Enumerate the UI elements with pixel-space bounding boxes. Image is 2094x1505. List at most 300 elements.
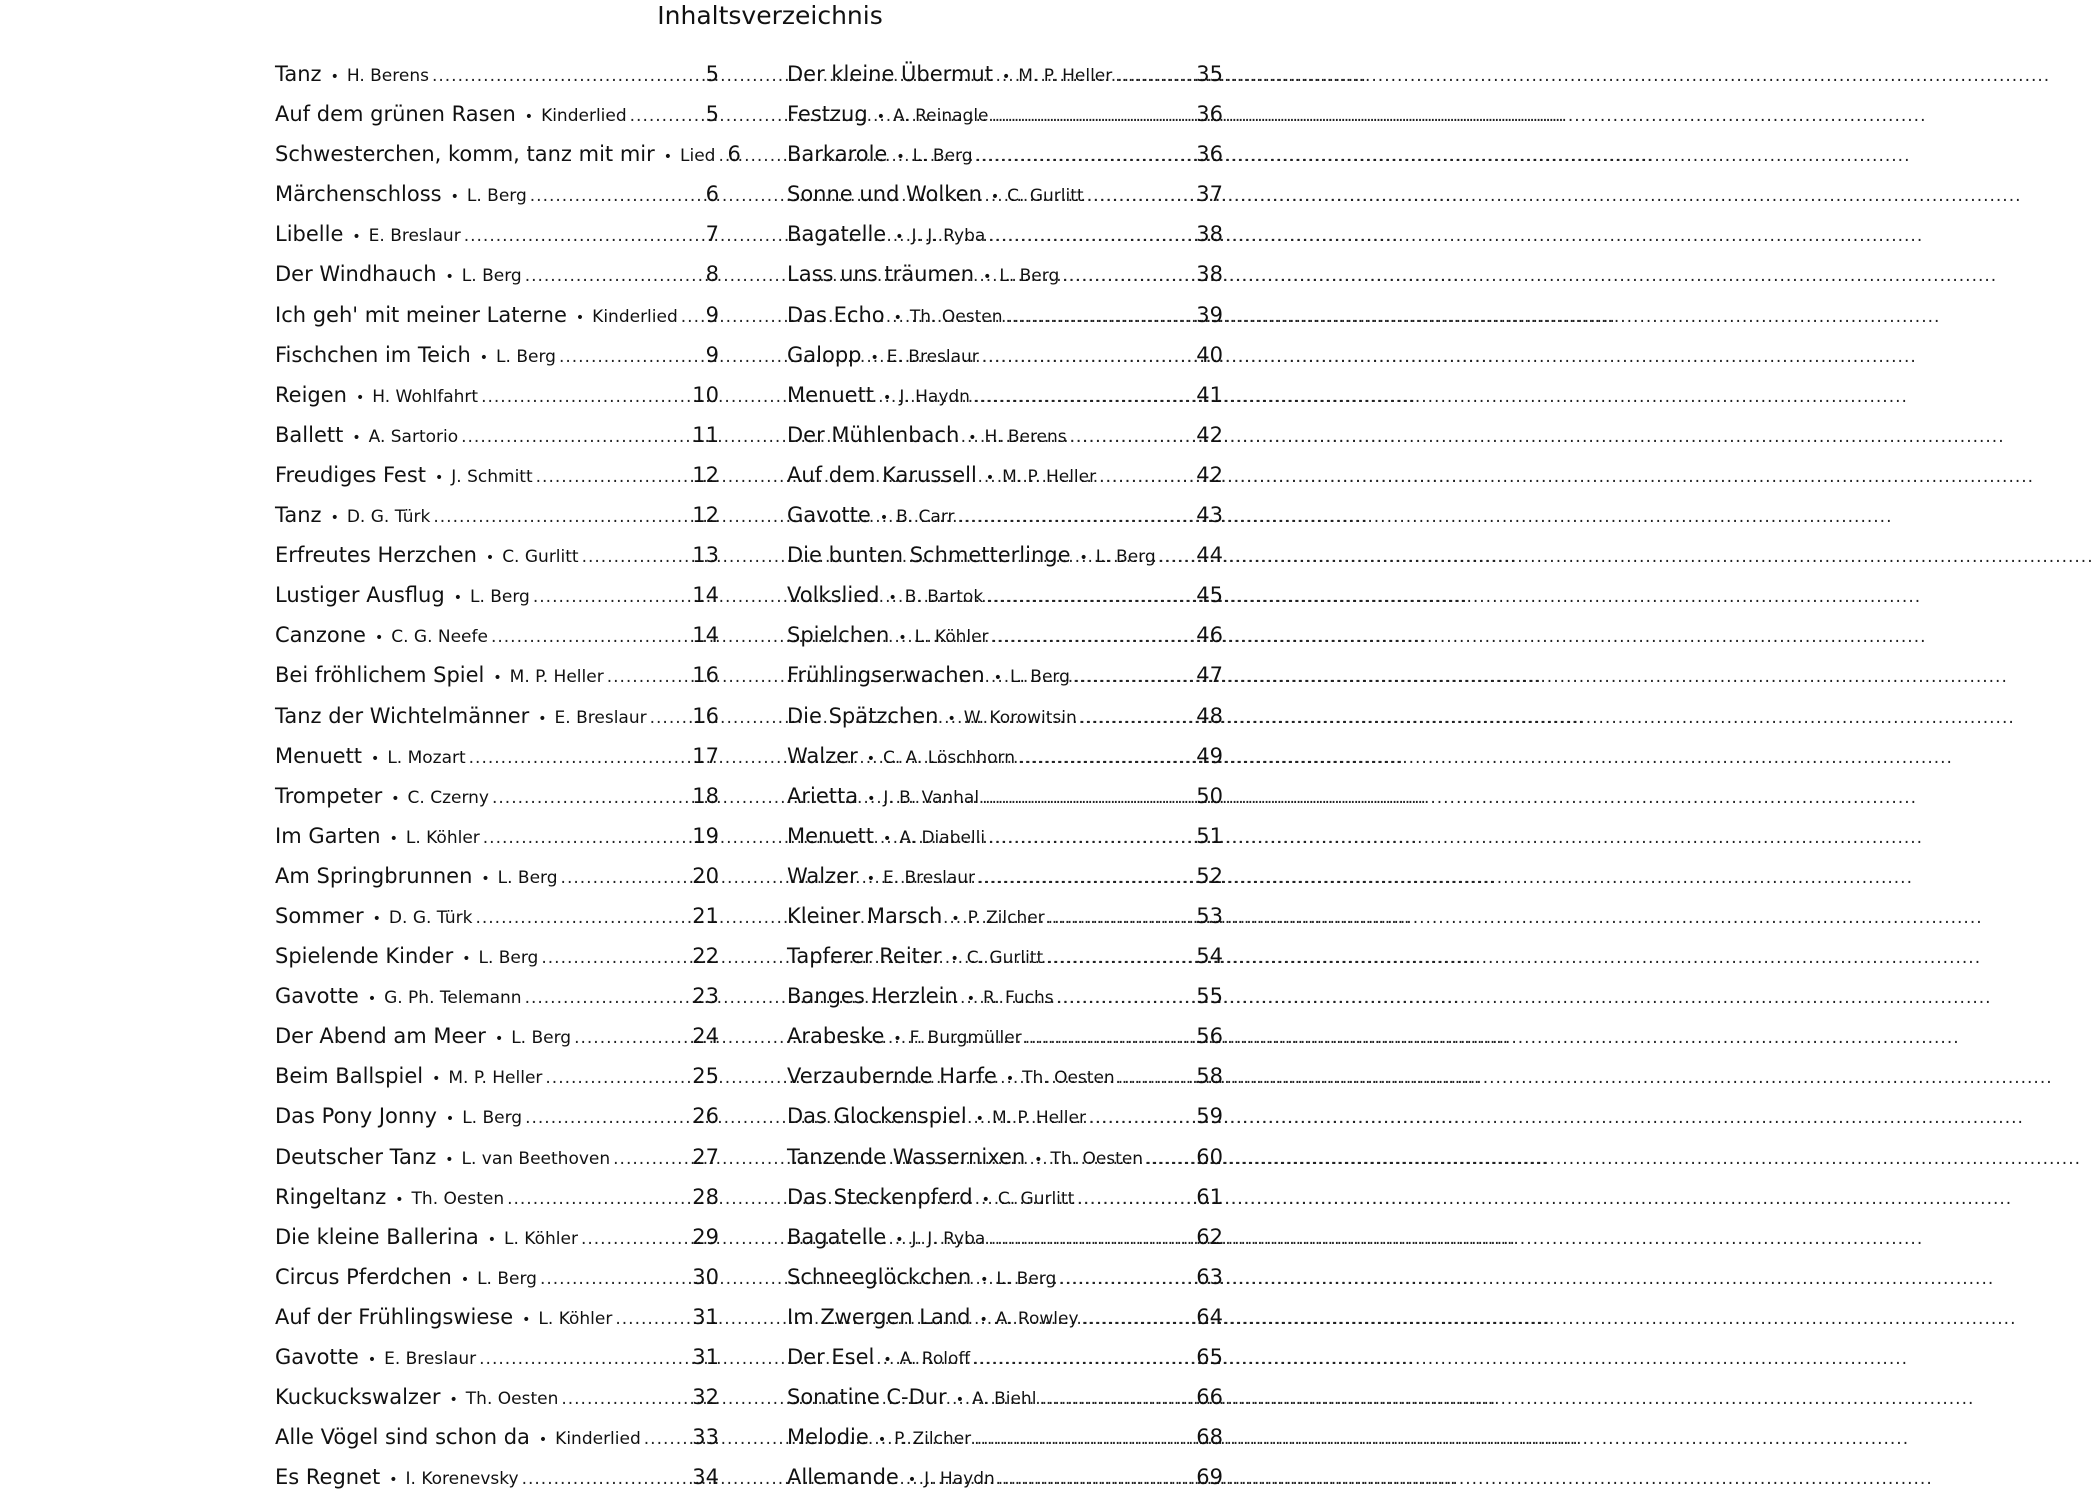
toc-entry-composer: D. G. Türk xyxy=(388,907,473,928)
toc-entry-title: Der Esel xyxy=(787,1345,875,1369)
toc-entry-page-number: 14 xyxy=(692,623,719,648)
toc-entry xyxy=(787,1465,1223,1505)
toc-entry-page-number: 49 xyxy=(1196,743,1223,768)
toc-entry xyxy=(787,262,1223,302)
bullet-separator-icon: • xyxy=(966,991,975,1008)
toc-entry-page-number: 25 xyxy=(692,1064,719,1089)
toc-entry-page-number: 59 xyxy=(1196,1104,1223,1129)
toc-entry-composer: W. Korowitsin xyxy=(963,707,1077,728)
toc-entry-title: Der Windhauch xyxy=(275,262,437,287)
toc-entry-title: Tanz xyxy=(275,62,322,86)
dot-leader xyxy=(1073,667,1193,687)
toc-entry-composer: C. A. Löschhorn xyxy=(882,747,1015,768)
bullet-separator-icon: • xyxy=(877,1432,887,1449)
toc-entry-page-number: 64 xyxy=(1196,1304,1223,1329)
bullet-separator-icon: • xyxy=(955,1392,964,1409)
toc-entry-title: Das Glockenspiel xyxy=(787,1104,967,1129)
toc-entry-composer: Kinderlied xyxy=(555,1429,641,1450)
toc-entry xyxy=(275,784,719,824)
toc-entry-title: Walzer xyxy=(787,863,858,888)
dot-leader xyxy=(479,1349,689,1369)
toc-entry-title: Bagatelle xyxy=(787,1224,887,1249)
bullet-separator-icon: • xyxy=(395,1191,404,1208)
toc-entry xyxy=(787,503,1223,543)
bullet-separator-icon: • xyxy=(1079,550,1088,567)
dot-leader xyxy=(986,587,1193,607)
toc-entry-page-number: 37 xyxy=(1196,182,1223,207)
dot-leader xyxy=(998,1469,1194,1489)
dot-leader xyxy=(1082,1309,1194,1329)
toc-entry-composer: J. Haydn xyxy=(924,1469,995,1490)
toc-entry-page-number: 40 xyxy=(1196,342,1223,367)
toc-entry-title: Tanz der Wichtelmänner xyxy=(275,703,530,728)
bullet-separator-icon: • xyxy=(445,269,454,286)
toc-entry xyxy=(787,864,1223,904)
toc-entry-title: Die kleine Ballerina xyxy=(275,1224,479,1249)
toc-entry xyxy=(787,984,1223,1024)
toc-entry-page-number: 42 xyxy=(1196,422,1223,447)
toc-entry xyxy=(275,142,741,182)
toc-entry-title: Barkarole xyxy=(787,142,888,167)
toc-entry-title: Arietta xyxy=(787,783,859,808)
toc-entry xyxy=(787,824,1223,864)
toc-entry-composer: B. Carr xyxy=(896,507,955,528)
toc-entry-composer: L. Berg xyxy=(477,1268,537,1289)
toc-entry xyxy=(275,944,719,984)
toc-entry-title: Märchenschloss xyxy=(275,182,442,207)
toc-entry-title: Verzaubernde Harfe xyxy=(787,1064,997,1089)
bullet-separator-icon: • xyxy=(951,910,960,927)
toc-entry-title: Ballett xyxy=(275,422,344,447)
toc-entry-page-number: 13 xyxy=(692,543,719,568)
toc-entry-title: Walzer xyxy=(787,743,858,768)
toc-entry-page-number: 27 xyxy=(692,1144,719,1169)
dot-leader xyxy=(1057,988,1194,1008)
toc-entry xyxy=(787,1225,1223,1265)
toc-entry-title: Auf dem grünen Rasen xyxy=(275,102,516,127)
toc-entry-title: Tanz xyxy=(275,503,322,528)
toc-entry-composer: H. Wohlfahrt xyxy=(372,386,479,407)
toc-entry-composer: Th. Oesten xyxy=(1022,1068,1115,1089)
toc-entry-title: Beim Ballspiel xyxy=(275,1064,424,1089)
bullet-separator-icon: • xyxy=(947,710,956,727)
toc-entry-composer: Kinderlied xyxy=(541,106,627,127)
toc-entry-page-number: 69 xyxy=(1196,1465,1223,1490)
toc-entry-composer: J. Haydn xyxy=(899,386,970,407)
dot-leader xyxy=(615,1309,689,1329)
toc-entry-page-number: 30 xyxy=(692,1264,719,1289)
toc-entry xyxy=(787,543,1223,583)
toc-entry-composer: C. G. Neefe xyxy=(391,627,488,648)
toc-entry-page-number: 34 xyxy=(692,1465,719,1490)
toc-entry xyxy=(787,784,1223,824)
toc-entry-composer: M. P. Heller xyxy=(509,667,604,688)
toc-entry-page-number: 66 xyxy=(1196,1385,1223,1410)
bullet-separator-icon: • xyxy=(1034,1151,1043,1168)
toc-entry-composer: E. Breslaur xyxy=(882,867,976,888)
bullet-separator-icon: • xyxy=(870,349,879,366)
toc-entry xyxy=(787,1024,1223,1064)
toc-entry-page-number: 16 xyxy=(692,663,719,688)
toc-entry-title: Volkslied xyxy=(787,583,880,608)
bullet-separator-icon: • xyxy=(895,1231,904,1248)
toc-entry-title: Die Spätzchen xyxy=(787,703,939,728)
toc-entry-composer: C. Gurlitt xyxy=(502,547,579,568)
dot-leader xyxy=(581,1229,689,1249)
bullet-separator-icon: • xyxy=(493,670,502,687)
toc-entry-page-number: 41 xyxy=(1196,382,1223,407)
dot-leader xyxy=(525,1108,689,1128)
dot-leader xyxy=(522,1469,690,1489)
toc-entry-title: Erfreutes Herzchen xyxy=(275,543,477,568)
toc-entry-page-number: 51 xyxy=(1196,823,1223,848)
toc-entry-title: Menuett xyxy=(275,743,363,768)
bullet-separator-icon: • xyxy=(980,1271,989,1288)
toc-entry-composer: M. P. Heller xyxy=(448,1068,543,1089)
toc-entry-composer: L. Berg xyxy=(996,1268,1057,1289)
bullet-separator-icon: • xyxy=(879,510,889,527)
dot-leader xyxy=(1118,1068,1194,1088)
dot-leader xyxy=(433,507,689,527)
toc-entry-title: Menuett xyxy=(787,823,875,848)
dot-leader xyxy=(461,427,689,447)
toc-entry xyxy=(787,1185,1223,1225)
toc-entry-title: Frühlingserwachen xyxy=(787,663,985,688)
toc-entry-composer: L. Berg xyxy=(511,1028,572,1049)
toc-entry-page-number: 62 xyxy=(1196,1224,1223,1249)
toc-entry-title: Schneeglöckchen xyxy=(787,1264,972,1289)
bullet-separator-icon: • xyxy=(983,269,992,286)
toc-entry-page-number: 50 xyxy=(1196,783,1223,808)
toc-column-right xyxy=(787,62,1223,1505)
toc-entry-composer: D. G. Türk xyxy=(346,507,431,528)
toc-entry-composer: L. van Beethoven xyxy=(461,1148,611,1169)
toc-entry-composer: L. Köhler xyxy=(538,1308,613,1329)
toc-entry-title: Gavotte xyxy=(787,503,871,528)
toc-entry xyxy=(275,1145,719,1185)
toc-entry-composer: C. Gurlitt xyxy=(1007,186,1084,207)
toc-entry-title: Schwesterchen, komm, tanz mit mir xyxy=(275,142,655,167)
toc-entry xyxy=(787,1145,1223,1185)
toc-entry xyxy=(787,463,1223,503)
toc-entry-composer: Th. Oesten xyxy=(411,1188,505,1209)
toc-entry xyxy=(787,1345,1223,1385)
toc-entry-composer: L. Köhler xyxy=(504,1228,578,1249)
toc-entry xyxy=(275,62,719,102)
dot-leader xyxy=(982,347,1193,367)
toc-entry-title: Der kleine Übermut xyxy=(787,62,993,86)
dot-leader xyxy=(644,1429,690,1449)
toc-entry-page-number: 47 xyxy=(1196,663,1223,688)
toc-entry xyxy=(275,864,719,904)
dot-leader xyxy=(483,828,689,848)
dot-leader xyxy=(1080,708,1193,728)
dot-leader xyxy=(1115,66,1193,86)
toc-entry-page-number: 36 xyxy=(1196,142,1223,167)
toc-entry-composer: L. Berg xyxy=(461,266,522,287)
toc-entry-composer: P. Zilcher xyxy=(894,1429,972,1450)
toc-entry xyxy=(275,984,719,1024)
toc-entry-title: Das Pony Jonny xyxy=(275,1104,437,1129)
toc-entry-composer: Th. Oesten xyxy=(465,1389,559,1410)
dot-leader xyxy=(1059,1269,1193,1289)
bullet-separator-icon: • xyxy=(445,1151,454,1168)
bullet-separator-icon: • xyxy=(575,309,585,326)
dot-leader xyxy=(536,467,690,487)
bullet-separator-icon: • xyxy=(352,229,361,246)
bullet-separator-icon: • xyxy=(355,389,365,406)
dot-leader xyxy=(561,1389,689,1409)
toc-entry-composer: F. Burgmüller xyxy=(909,1028,1022,1049)
toc-entry-page-number: 16 xyxy=(692,703,719,728)
bullet-separator-icon: • xyxy=(538,1432,548,1449)
toc-entry-page-number: 11 xyxy=(692,422,719,447)
toc-entry-composer: C. Czerny xyxy=(407,787,489,808)
toc-entry-composer: L. Berg xyxy=(469,587,530,608)
toc-entry-title: Gavotte xyxy=(275,1345,359,1369)
toc-entry-page-number: 24 xyxy=(692,1024,719,1049)
toc-entry-title: Der Mühlenbach xyxy=(787,422,960,447)
toc-entry xyxy=(275,1265,719,1305)
toc-entry-page-number: 56 xyxy=(1196,1024,1223,1049)
dot-leader xyxy=(982,788,1193,808)
bullet-separator-icon: • xyxy=(990,189,1000,206)
toc-entry-title: Arabeske xyxy=(787,1024,885,1049)
dot-leader xyxy=(559,347,703,367)
toc-entry-composer: L. Berg xyxy=(912,146,973,167)
toc-entry-page-number: 52 xyxy=(1196,863,1223,888)
dot-leader xyxy=(1005,307,1193,327)
toc-entry-title: Galopp xyxy=(787,342,862,367)
bullet-separator-icon: • xyxy=(391,790,400,807)
toc-entry-composer: J. J. Ryba xyxy=(911,1228,986,1249)
bullet-separator-icon: • xyxy=(485,550,495,567)
dot-leader xyxy=(507,1189,689,1209)
toc-entry-page-number: 38 xyxy=(1196,222,1223,247)
dot-leader xyxy=(1070,427,1194,447)
toc-entry-title: Lass uns träumen xyxy=(787,262,975,287)
toc-entry-page-number: 43 xyxy=(1196,503,1223,528)
bullet-separator-icon: • xyxy=(883,830,892,847)
dot-leader xyxy=(541,948,689,968)
toc-entry-composer: P. Zilcher xyxy=(967,907,1045,928)
toc-entry xyxy=(787,1425,1223,1465)
toc-entry-title: Banges Herzlein xyxy=(787,984,958,1009)
toc-entry xyxy=(275,182,719,222)
toc-entry xyxy=(275,1465,719,1505)
toc-entry-title: Auf dem Karussell xyxy=(787,462,977,487)
toc-entry-composer: E. Breslaur xyxy=(886,346,979,367)
bullet-separator-icon: • xyxy=(367,1352,377,1368)
toc-entry-composer: I. Korenevsky xyxy=(405,1469,519,1490)
toc-entry-composer: L. Berg xyxy=(466,186,527,207)
bullet-separator-icon: • xyxy=(330,510,339,527)
dot-leader xyxy=(492,788,689,808)
toc-entry-composer: A. Reinagle xyxy=(892,106,989,127)
toc-entry-composer: E. Breslaur xyxy=(384,1349,477,1369)
bullet-separator-icon: • xyxy=(893,1031,902,1048)
toc-entry-composer: R. Fuchs xyxy=(982,988,1054,1009)
toc-entry-page-number: 45 xyxy=(1196,583,1223,608)
toc-entry-composer: L. Berg xyxy=(999,266,1060,287)
dot-leader xyxy=(432,66,703,86)
toc-entry xyxy=(787,1104,1223,1144)
toc-entry-page-number: 18 xyxy=(692,783,719,808)
bullet-separator-icon: • xyxy=(330,69,339,85)
toc-entry-title: Canzone xyxy=(275,623,366,648)
toc-entry-page-number: 19 xyxy=(692,823,719,848)
toc-entry-composer: M. P. Heller xyxy=(991,1108,1086,1129)
toc-entry xyxy=(275,1024,719,1064)
dot-leader xyxy=(1048,908,1194,928)
dot-leader xyxy=(976,146,1194,166)
toc-entry-title: Tapferer Reiter xyxy=(787,944,942,969)
toc-entry-page-number: 68 xyxy=(1196,1425,1223,1450)
toc-entry xyxy=(787,1305,1223,1345)
dot-leader xyxy=(533,587,689,607)
toc-entry xyxy=(787,944,1223,984)
dot-leader xyxy=(540,1269,689,1289)
toc-entry-page-number: 55 xyxy=(1196,984,1223,1009)
toc-entry-page-number: 38 xyxy=(1196,262,1223,287)
bullet-separator-icon: • xyxy=(481,870,490,887)
dot-leader xyxy=(475,908,689,928)
toc-entry-composer: G. Ph. Telemann xyxy=(384,988,522,1009)
toc-entry-composer: A. Diabelli xyxy=(899,827,986,848)
dot-leader xyxy=(630,106,703,126)
toc-entry-page-number: 36 xyxy=(1196,102,1223,127)
toc-entry-page-number: 7 xyxy=(705,222,719,247)
toc-entry-title: Das Echo xyxy=(787,302,885,327)
bullet-separator-icon: • xyxy=(435,469,444,486)
toc-entry xyxy=(275,1064,719,1104)
toc-entry-title: Spielchen xyxy=(787,623,890,648)
bullet-separator-icon: • xyxy=(432,1071,441,1088)
toc-entry-page-number: 17 xyxy=(692,743,719,768)
toc-entry-title: Sonatine C-Dur xyxy=(787,1385,947,1410)
toc-entry-title: Der Abend am Meer xyxy=(275,1024,486,1049)
toc-entry-page-number: 35 xyxy=(1196,62,1223,86)
toc-entry xyxy=(275,343,719,383)
dot-leader xyxy=(1039,1389,1193,1409)
toc-entry xyxy=(787,1385,1223,1425)
dot-leader xyxy=(992,106,1194,126)
bullet-separator-icon: • xyxy=(374,630,384,647)
bullet-separator-icon: • xyxy=(866,870,875,887)
toc-entry-composer: Kinderlied xyxy=(592,306,678,327)
bullet-separator-icon: • xyxy=(981,1191,990,1208)
bullet-separator-icon: • xyxy=(522,1311,531,1328)
bullet-separator-icon: • xyxy=(883,1352,892,1368)
toc-entry-composer: J. J. Ryba xyxy=(911,226,986,247)
bullet-separator-icon: • xyxy=(898,630,907,647)
dot-leader xyxy=(525,266,703,286)
toc-entry xyxy=(787,303,1223,343)
bullet-separator-icon: • xyxy=(1005,1071,1015,1088)
dot-leader xyxy=(1099,467,1193,487)
toc-entry-page-number: 12 xyxy=(692,462,719,487)
toc-entry-title: Lustiger Ausflug xyxy=(275,583,445,608)
dot-leader xyxy=(545,1068,689,1088)
bullet-separator-icon: • xyxy=(895,229,904,246)
toc-entry xyxy=(787,623,1223,663)
toc-entry-page-number: 10 xyxy=(692,382,719,407)
toc-entry-title: Die bunten Schmetterlinge xyxy=(787,543,1071,568)
toc-entry-page-number: 44 xyxy=(1196,543,1223,568)
toc-entry-composer: L. Berg xyxy=(496,346,556,367)
dot-leader xyxy=(1077,1189,1193,1209)
toc-entry-page-number: 20 xyxy=(692,863,719,888)
bullet-separator-icon: • xyxy=(867,790,876,807)
toc-entry-composer: A. Sartorio xyxy=(368,426,459,447)
toc-entry xyxy=(275,1385,719,1425)
bullet-separator-icon: • xyxy=(352,429,361,446)
toc-entry-composer: J. B. Vanhal xyxy=(883,787,980,808)
toc-entry xyxy=(275,744,719,784)
toc-entry-page-number: 9 xyxy=(705,342,719,367)
toc-entry xyxy=(787,423,1223,463)
toc-entry-title: Libelle xyxy=(275,222,344,247)
toc-entry-composer: L. Köhler xyxy=(405,827,480,848)
dot-leader xyxy=(974,1429,1193,1449)
bullet-separator-icon: • xyxy=(950,951,959,968)
toc-entry-page-number: 53 xyxy=(1196,903,1223,928)
toc-entry-page-number: 9 xyxy=(705,302,719,327)
toc-entry xyxy=(787,343,1223,383)
toc-entry-page-number: 6 xyxy=(727,142,741,167)
dot-leader xyxy=(988,828,1193,848)
toc-entry-title: Ich geh' mit meiner Laterne xyxy=(275,302,567,327)
toc-entry xyxy=(275,1305,719,1345)
toc-entry xyxy=(275,303,719,343)
toc-entry-page-number: 54 xyxy=(1196,944,1223,969)
toc-entry-composer: L. Berg xyxy=(1010,667,1070,688)
bullet-separator-icon: • xyxy=(453,590,462,607)
toc-entry-title: Am Springbrunnen xyxy=(275,863,473,888)
toc-entry-title: Deutscher Tanz xyxy=(275,1144,437,1169)
toc-entry-composer: H. Berens xyxy=(984,426,1067,447)
bullet-separator-icon: • xyxy=(975,1111,984,1128)
toc-entry-title: Festzug xyxy=(787,102,868,127)
toc-entry xyxy=(275,1185,719,1225)
toc-entry-page-number: 8 xyxy=(705,262,719,287)
toc-entry-page-number: 26 xyxy=(692,1104,719,1129)
toc-entry-title: Reigen xyxy=(275,382,347,407)
dot-leader xyxy=(607,667,690,687)
bullet-separator-icon: • xyxy=(979,1311,988,1328)
toc-entry-page-number: 33 xyxy=(692,1425,719,1450)
toc-entry-title: Gavotte xyxy=(275,984,359,1009)
toc-entry-title: Auf der Frühlingswiese xyxy=(275,1304,514,1329)
toc-entry-title: Tanzende Wassernixen xyxy=(787,1144,1026,1169)
dot-leader xyxy=(491,627,689,647)
toc-entry xyxy=(275,543,719,583)
toc-entry xyxy=(787,1064,1223,1104)
page-title: Inhaltsverzeichnis xyxy=(657,1,883,30)
toc-entry-title: Es Regnet xyxy=(275,1465,381,1490)
dot-leader xyxy=(650,708,690,728)
dot-leader xyxy=(958,507,1194,527)
bullet-separator-icon: • xyxy=(479,349,489,366)
toc-entry-page-number: 46 xyxy=(1196,623,1223,648)
toc-entry-composer: Th. Oesten xyxy=(909,306,1003,327)
bullet-separator-icon: • xyxy=(883,389,892,406)
dot-leader xyxy=(1018,748,1193,768)
toc-entry-page-number: 21 xyxy=(692,903,719,928)
toc-entry xyxy=(275,1225,719,1265)
toc-entry xyxy=(275,262,719,302)
dot-leader xyxy=(574,1028,689,1048)
